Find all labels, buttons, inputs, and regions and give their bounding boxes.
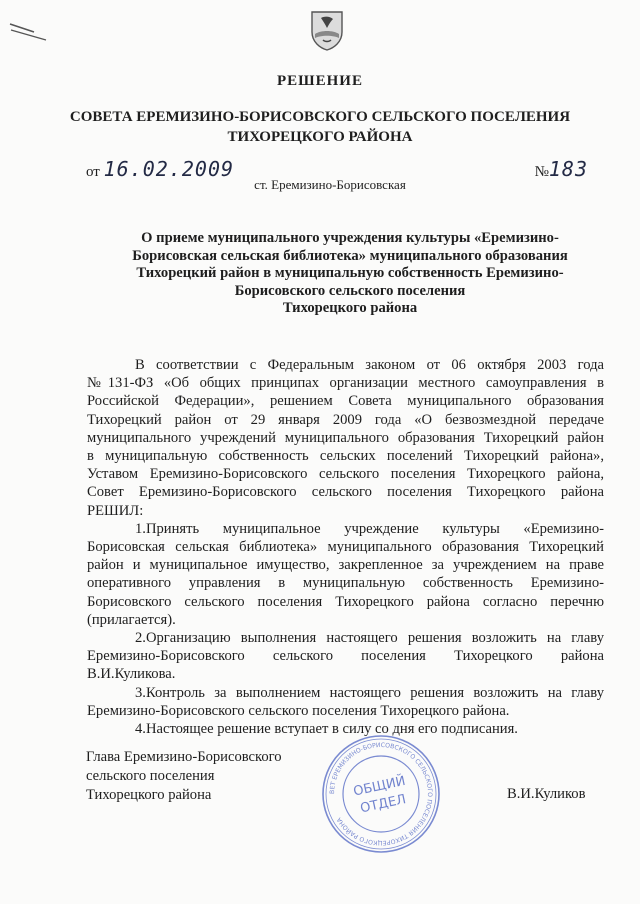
body-line: Российской Федерации», решением Совета муниципального образования	[87, 393, 604, 410]
date-prefix: от	[86, 164, 100, 180]
body-line: муниципального учреждений муниципального образования Тихорецкий район	[87, 429, 604, 446]
body-line: В соответствии с Федеральным законом от 06 октября 2003 года	[135, 357, 604, 373]
stamp-center-line: ОБЩИЙ	[352, 773, 407, 800]
decision-body	[87, 356, 604, 738]
scan-scratch-marks	[8, 18, 58, 46]
coat-of-arms-icon	[309, 8, 345, 52]
clause-line: 2.Организацию выполнения настоящего решения возложить на главу	[135, 630, 604, 647]
clause-line: В.И.Куликова.	[87, 666, 176, 683]
clause-line: район и муниципальное имущество, закрепленное за учреждением на праве	[87, 557, 604, 574]
clause-line: Еремизино-Борисовского сельского поселения Тихорецкого района.	[87, 702, 510, 719]
signatory-title-line: Тихорецкого района	[86, 787, 212, 803]
handwritten-number: 183	[548, 157, 588, 181]
stamp-ring-textpath: ВЕТ ЕРЕМИЗИНО-БОРИСОВСКОГО СЕЛЬСКОГО ПОСЕЛЕНИЯ ТИХОРЕЦКОГО РАЙОНА	[328, 741, 434, 847]
subject-line: О приеме муниципального учреждения культуры «Еремизино-	[141, 230, 559, 246]
subject-line: Тихорецкий район в муниципальную собственность Еремизино-	[136, 265, 564, 281]
council-name-line: СОВЕТА ЕРЕМИЗИНО-БОРИСОВСКОГО СЕЛЬСКОГО ПОСЕЛЕНИЯ	[69, 109, 571, 125]
body-line: №131-ФЗ «Об общих принципах организации местного самоуправления в	[87, 375, 604, 392]
stamp-center-line: ОТДЕЛ	[358, 792, 408, 817]
subject-line: Борисовского сельского поселения	[234, 282, 466, 299]
body-line: Совет Еремизино-Борисовского сельского поселения Тихорецкого района	[87, 484, 604, 501]
clause-line: Борисовская сельская библиотека» муниципального образования Тихорецкий	[87, 539, 604, 556]
clause-line: 3.Контроль за выполнением настоящего решения возложить на главу	[135, 684, 604, 701]
clause-line: Борисовского сельского поселения Тихорецкого района согласно перечню	[87, 593, 604, 610]
official-stamp	[320, 733, 442, 855]
council-name	[0, 107, 640, 147]
clause-line: Еремизино-Борисовского сельского поселения Тихорецкого района	[87, 648, 604, 665]
subject-line: Тихорецкого района	[282, 300, 418, 316]
body-line: в муниципальную собственность сельских поселений Тихорецкий района»,	[87, 448, 604, 465]
signature-block	[86, 748, 282, 805]
place-of-issue: ст. Еремизино-Борисовская	[254, 177, 406, 192]
clause-line: (прилагается).	[87, 611, 176, 628]
body-line: Уставом Еремизино-Борисовского сельского поселения Тихорецкого района,	[87, 466, 604, 483]
signatory-title-line: сельского поселения	[86, 768, 215, 784]
document-title: РЕШЕНИЕ	[277, 73, 363, 89]
clause-line: 4.Настоящее решение вступает в силу со дня его подписания.	[135, 721, 518, 738]
body-line: РЕШИЛ:	[87, 502, 144, 519]
decision-subject	[100, 230, 600, 318]
signatory-name: В.И.Куликов	[507, 786, 586, 802]
subject-line: Борисовская сельская библиотека» муниципального образования	[132, 247, 568, 264]
handwritten-date: 16.02.2009	[103, 157, 235, 181]
council-name-line: ТИХОРЕЦКОГО РАЙОНА	[227, 129, 413, 145]
body-line: Тихорецкий район от 29 января 2009 года «О безвозмездной передаче	[87, 411, 604, 428]
clause-line: 1.Принять муниципальное учреждение культуры «Еремизино-	[135, 520, 604, 537]
number-prefix: №	[534, 164, 549, 180]
signatory-title-line: Глава Еремизино-Борисовского	[86, 749, 282, 765]
clause-line: оперативного управления в муниципальную собственность Еремизино-	[87, 575, 604, 592]
